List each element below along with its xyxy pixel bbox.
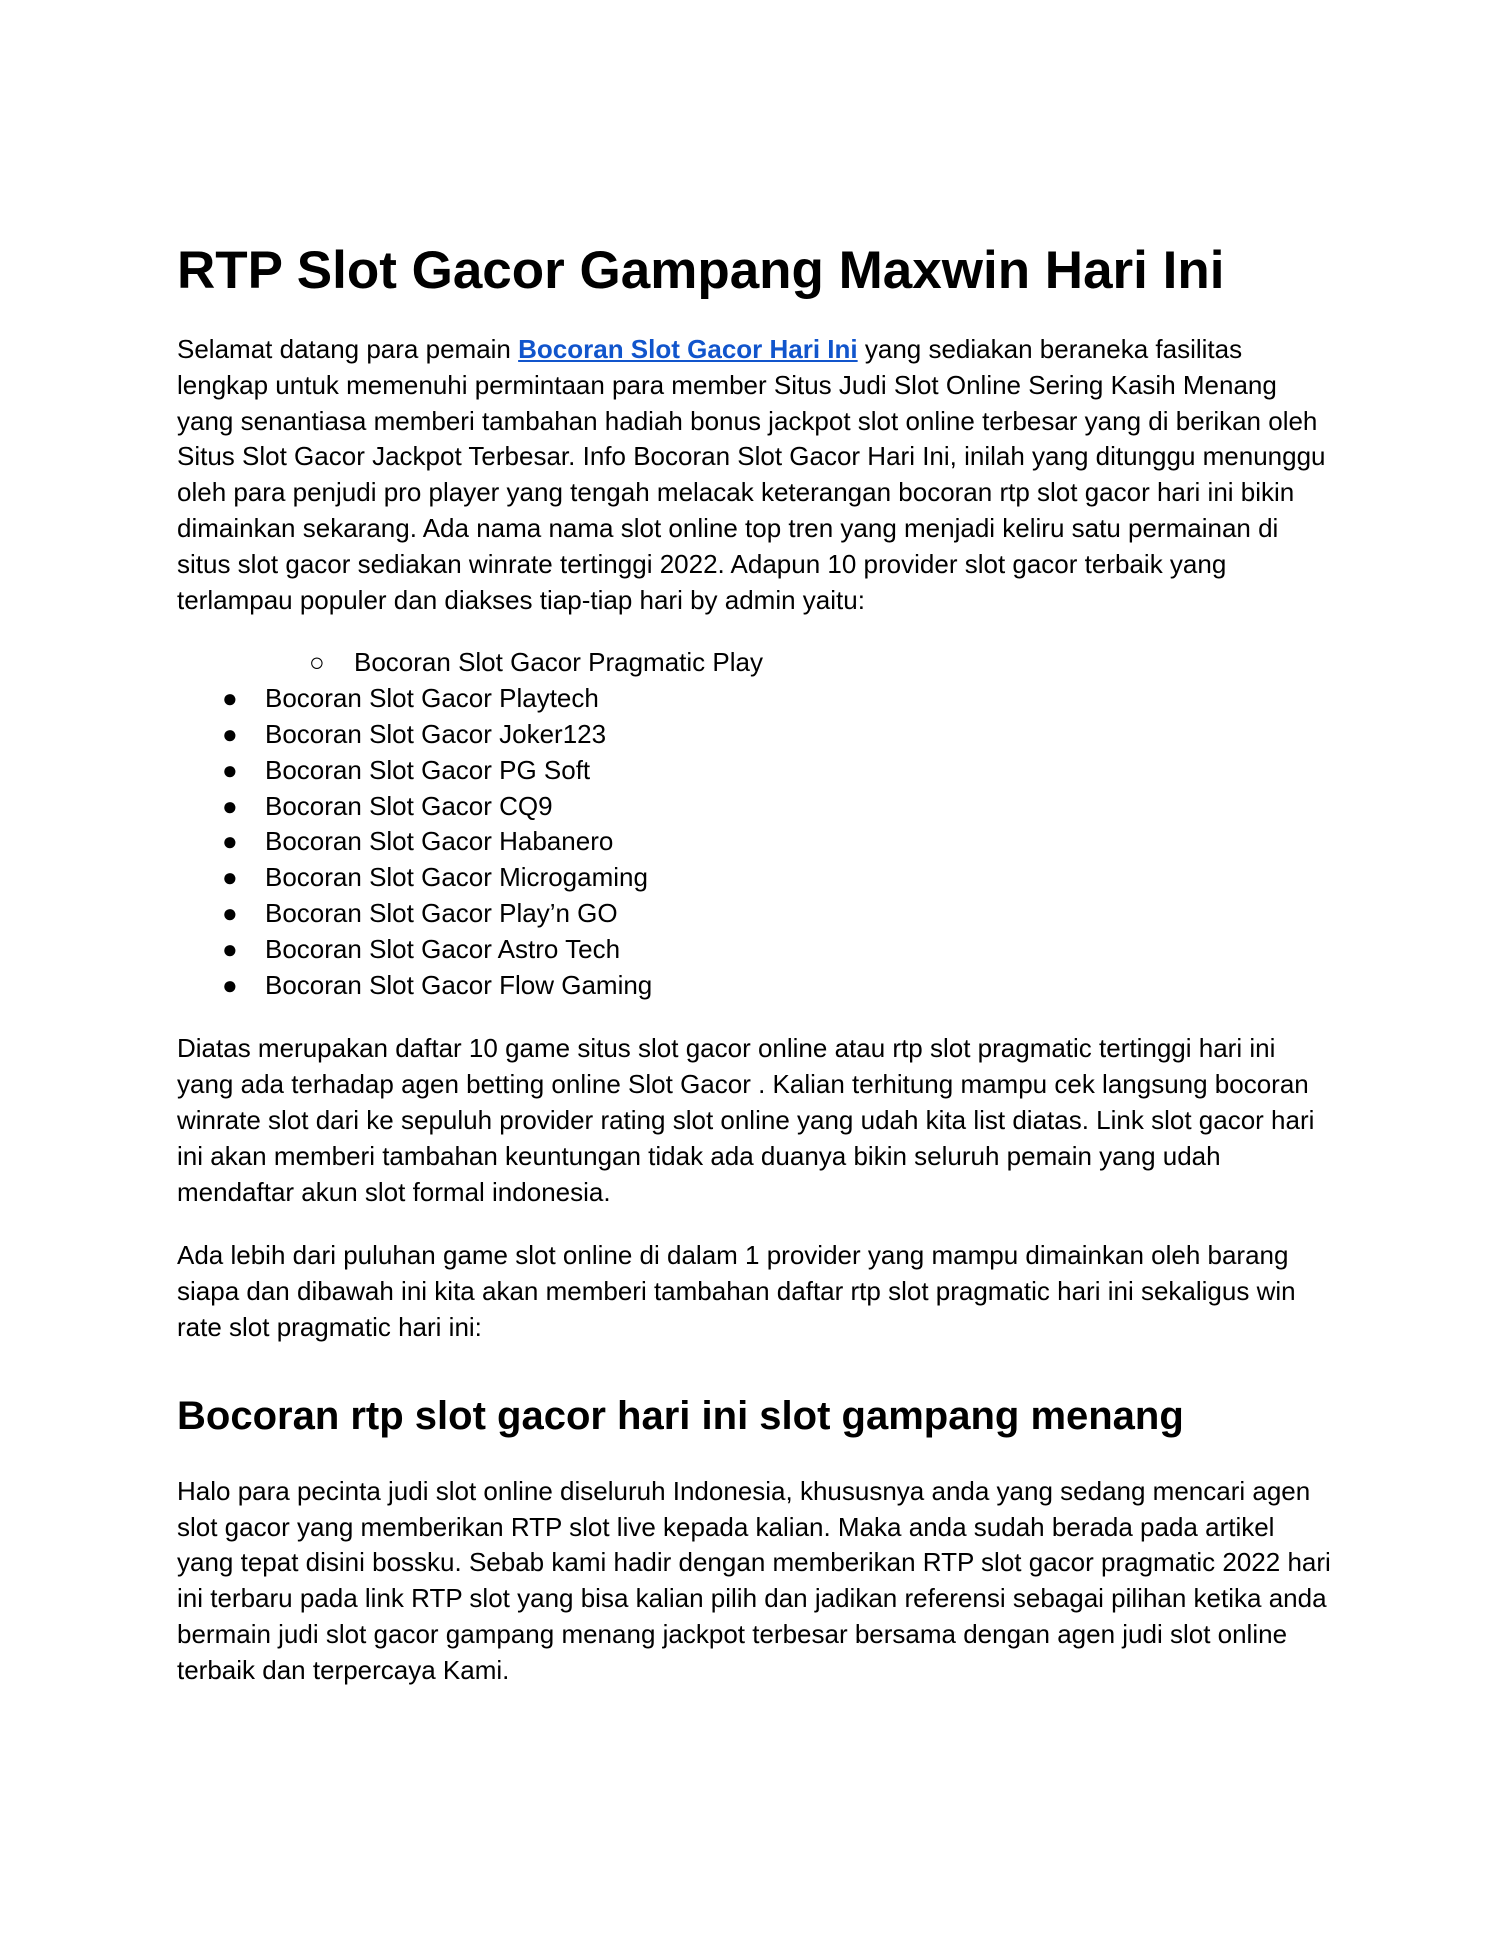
intro-text-after-link: yang sediakan beraneka fasilitas lengkap untuk memenuhi permintaan para member Situs Judi Slot Online Sering Kasih Menang yang senantiasa memberi tambahan hadiah bonus jackpot slot online terbesar yang di berikan oleh Situs Slot Gacor Jackpot Terbesar. Info Bocoran Slot Gacor Hari Ini, inilah yang ditunggu menunggu oleh para penjudi pro player yang tengah melacak keterangan bocoran rtp slot gacor hari ini bikin dimainkan sekarang. Ada nama nama slot online top tren yang menjadi keliru satu permainan di situs slot gacor sediakan winrate tertinggi 2022. Adapun 10 provider slot gacor terbaik yang terlampau populer dan diakses tiap-tiap hari by admin yaitu:	[177, 334, 1326, 615]
list-item-text: Bocoran Slot Gacor Playtech	[265, 683, 599, 714]
list-item	[177, 932, 1337, 968]
bocoran-slot-gacor-link[interactable]: Bocoran Slot Gacor Hari Ini	[518, 334, 858, 364]
list-item-text: Bocoran Slot Gacor Joker123	[265, 718, 607, 749]
list-item	[177, 753, 1337, 789]
section-paragraph: Halo para pecinta judi slot online diseluruh Indonesia, khususnya anda yang sedang mencari agen slot gacor yang memberikan RTP slot live kepada kalian. Maka anda sudah berada pada artikel yang tepat disini bossku. Sebab kami hadir dengan memberikan RTP slot gacor pragmatic 2022 hari ini terbaru pada link RTP slot yang bisa kalian pilih dan jadikan referensi sebagai pilihan ketika anda bermain judi slot gacor gampang menang jackpot terbesar bersama dengan agen judi slot online terbaik dan terpercaya Kami.	[177, 1475, 1331, 1685]
bullet-icon: ●	[222, 862, 238, 893]
list-item-text: Bocoran Slot Gacor Play’n GO	[265, 897, 618, 928]
bullet-icon: ●	[222, 790, 238, 821]
bullet-icon: ●	[222, 754, 238, 785]
intro-paragraph	[177, 332, 1337, 618]
summary-paragraph: Diatas merupakan daftar 10 game situs slot gacor online atau rtp slot pragmatic tertinggi hari ini yang ada terhadap agen betting online Slot Gacor . Kalian terhitung mampu cek langsung bocoran winrate slot dari ke sepuluh provider rating slot online yang udah kita list diatas. Link slot gacor hari ini akan memberi tambahan keuntungan tidak ada duanya bikin seluruh pemain yang udah mendaftar akun slot formal indonesia.	[177, 1033, 1315, 1207]
list-item	[177, 645, 1337, 681]
list-item-text: Bocoran Slot Gacor Microgaming	[265, 862, 648, 893]
document-title: RTP Slot Gacor Gampang Maxwin Hari Ini	[177, 241, 1225, 300]
list-item	[177, 717, 1337, 753]
hollow-circle-bullet-icon: ○	[309, 647, 325, 678]
section-heading: Bocoran rtp slot gacor hari ini slot gampang menang	[177, 1393, 1184, 1438]
bullet-icon: ●	[222, 683, 238, 714]
list-item	[177, 789, 1337, 825]
list-item-text: Bocoran Slot Gacor CQ9	[265, 790, 553, 821]
document-page	[177, 230, 1337, 1689]
bullet-icon: ●	[222, 718, 238, 749]
bullet-icon: ●	[222, 897, 238, 928]
list-item	[177, 968, 1337, 1004]
intro-text-before-link: Selamat datang para pemain	[177, 334, 519, 364]
list-item-text: Bocoran Slot Gacor PG Soft	[265, 754, 591, 785]
list-item	[177, 860, 1337, 896]
bullet-icon: ●	[222, 933, 238, 964]
list-item-text: Bocoran Slot Gacor Pragmatic Play	[354, 647, 763, 678]
list-item-text: Bocoran Slot Gacor Habanero	[265, 826, 614, 857]
list-item	[177, 896, 1337, 932]
provider-info-paragraph: Ada lebih dari puluhan game slot online di dalam 1 provider yang mampu dimainkan oleh barang siapa dan dibawah ini kita akan memberi tambahan daftar rtp slot pragmatic hari ini sekaligus win rate slot pragmatic hari ini:	[177, 1240, 1296, 1342]
list-item-text: Bocoran Slot Gacor Astro Tech	[265, 933, 621, 964]
provider-list	[177, 645, 1337, 1003]
list-item-text: Bocoran Slot Gacor Flow Gaming	[265, 969, 653, 1000]
bullet-icon: ●	[222, 969, 238, 1000]
bullet-icon: ●	[222, 826, 238, 857]
list-item	[177, 824, 1337, 860]
list-item	[177, 681, 1337, 717]
